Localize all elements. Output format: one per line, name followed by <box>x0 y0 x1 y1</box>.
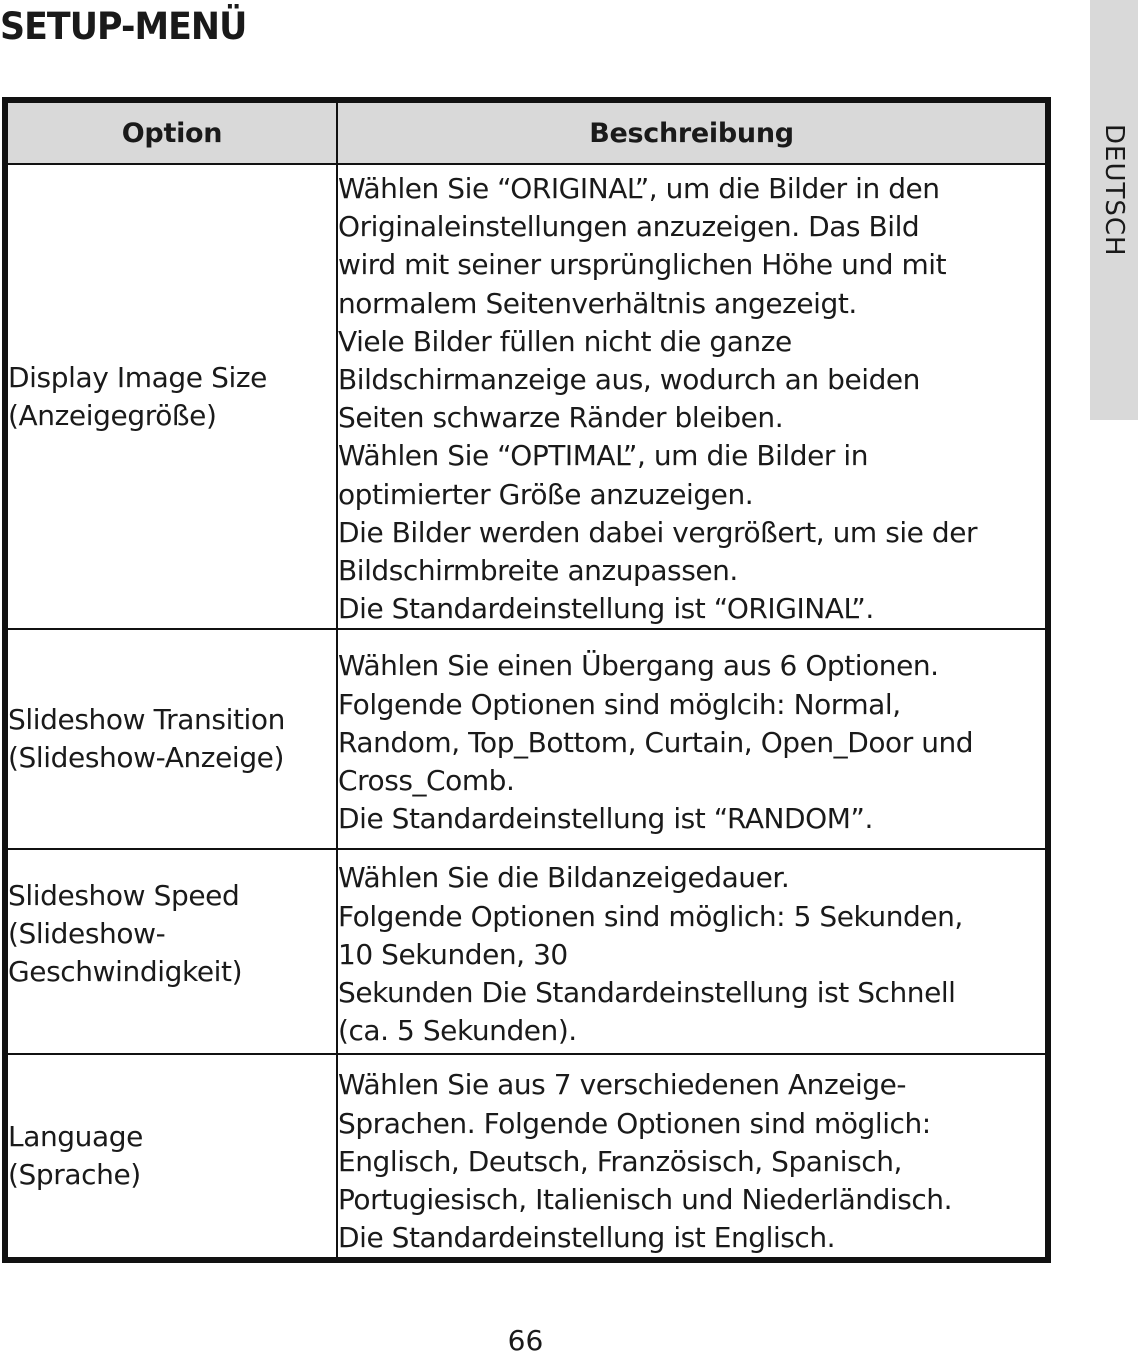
option-name: Display Image Size <box>8 360 267 394</box>
description-line: Folgende Optionen sind möglich: 5 Sekunden, <box>338 899 963 933</box>
description-line: Die Standardeinstellung ist “ORIGINAL”. <box>338 592 874 626</box>
option-name-german: (Slideshow-Anzeige) <box>8 741 285 775</box>
description-cell <box>337 629 1048 849</box>
option-cell <box>5 629 337 849</box>
page-title: SETUP-MENÜ <box>0 5 247 48</box>
description-line: optimierter Größe anzuzeigen. <box>338 477 754 511</box>
option-name: Slideshow Transition <box>8 703 286 737</box>
description-line: Wählen Sie aus 7 verschiedenen Anzeige- <box>338 1068 907 1102</box>
description-line: Bildschirmbreite anzupassen. <box>338 554 738 588</box>
option-name-german: (Sprache) <box>8 1158 141 1192</box>
option-name-german: (Anzeigegröße) <box>8 398 217 432</box>
description-line: Wählen Sie “OPTIMAL”, um die Bilder in <box>338 439 868 473</box>
setup-menu-table <box>2 97 1051 1263</box>
option-cell <box>5 164 337 629</box>
description-line: Portugiesisch, Italienisch und Niederländisch. <box>338 1183 953 1217</box>
description-line: wird mit seiner ursprünglichen Höhe und mit <box>338 248 947 282</box>
description-line: (ca. 5 Sekunden). <box>338 1014 577 1048</box>
description-line: Die Standardeinstellung ist “RANDOM”. <box>338 802 873 836</box>
description-line: Sekunden Die Standardeinstellung ist Schnell <box>338 976 956 1010</box>
option-name: Language <box>8 1120 143 1154</box>
description-line: normalem Seitenverhältnis angezeigt. <box>338 286 857 320</box>
description-line: Random, Top_Bottom, Curtain, Open_Door und <box>338 725 974 759</box>
header-description: Beschreibung <box>337 100 1048 164</box>
header-option: Option <box>5 100 337 164</box>
description-line: Die Bilder werden dabei vergrößert, um sie der <box>338 515 978 549</box>
option-cell <box>5 1054 337 1260</box>
description-line: 10 Sekunden, 30 <box>338 937 568 971</box>
description-line: Originaleinstellungen anzuzeigen. Das Bild <box>338 210 920 244</box>
description-line: Wählen Sie die Bildanzeigedauer. <box>338 861 790 895</box>
description-line: Cross_Comb. <box>338 764 515 798</box>
description-line: Wählen Sie “ORIGINAL”, um die Bilder in den <box>338 172 940 205</box>
description-line: Sprachen. Folgende Optionen sind möglich: <box>338 1106 931 1140</box>
option-name: Slideshow Speed <box>8 879 240 913</box>
description-line: Englisch, Deutsch, Französisch, Spanisch, <box>338 1144 902 1178</box>
description-line: Bildschirmanzeige aus, wodurch an beiden <box>338 363 920 397</box>
description-line: Wählen Sie einen Übergang aus 6 Optionen. <box>338 649 939 683</box>
table-header-row <box>5 100 1048 164</box>
description-cell <box>337 849 1048 1054</box>
page-number: 66 <box>507 1324 544 1357</box>
option-cell <box>5 849 337 1054</box>
table-row <box>5 1054 1048 1260</box>
option-name-german: Geschwindigkeit) <box>8 955 243 989</box>
description-cell <box>337 164 1048 629</box>
description-line: Die Standardeinstellung ist Englisch. <box>338 1221 836 1255</box>
table-row <box>5 849 1048 1054</box>
description-line: Seiten schwarze Ränder bleiben. <box>338 401 784 435</box>
language-side-tab-label: DEUTSCH <box>1099 124 1129 257</box>
description-line: Folgende Optionen sind möglcih: Normal, <box>338 687 901 721</box>
option-name-german: (Slideshow- <box>8 917 166 951</box>
description-cell <box>337 1054 1048 1260</box>
table-row <box>5 164 1048 629</box>
description-line: Viele Bilder füllen nicht die ganze <box>338 324 792 358</box>
table-row <box>5 629 1048 849</box>
